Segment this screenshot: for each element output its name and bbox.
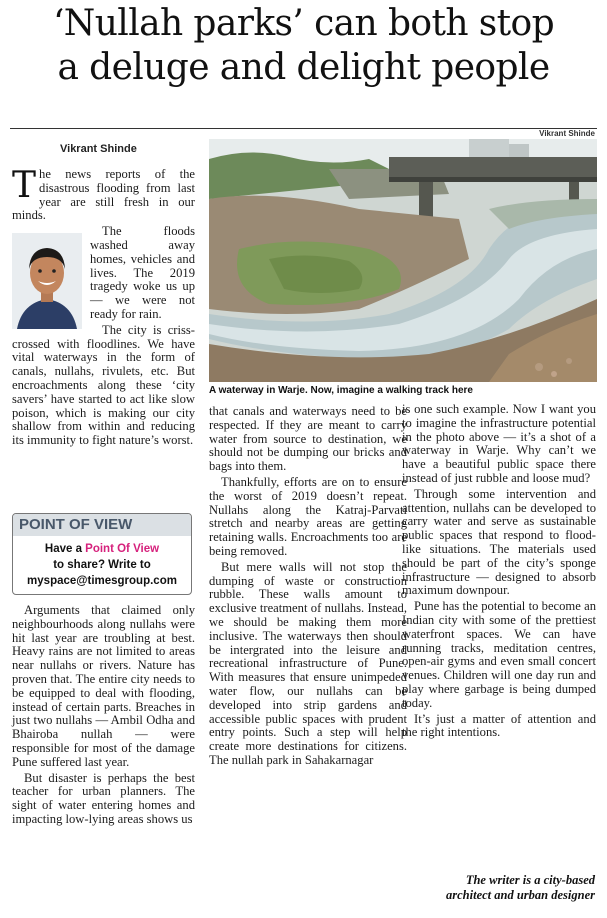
point-of-view-highlight: Point Of View	[85, 543, 160, 555]
article-column-1-top	[12, 165, 195, 450]
point-of-view-line-2: to share? Write to	[53, 559, 151, 571]
author-portrait	[12, 233, 82, 329]
article-paragraph: The city is criss-crossed with floodlines. We have vital waterways in the form of canals, nullahs, rivulets, etc. But encroachments along these ‘city savers’ have started to act like slow poison, which is making our city shallow from within and reducing its immunity to fight nature’s worst.	[12, 322, 195, 448]
article-paragraph: The floods washed away homes, vehicles and lives. The 2019 tragedy woke us up — we were not ready for rain.	[90, 224, 195, 321]
article-paragraph: It’s just a matter of attention and the right intentions.	[402, 711, 596, 740]
article-paragraph: Pune has the potential to become an Indian city with some of the prettiest waterfront spaces. We can have running tracks, meditation centres, open-air gyms and even small concert venues. Children will one day run and play where garbage is being dumped today.	[402, 599, 596, 710]
article-paragraph: that canals and waterways need to be respected. If they are meant to carry water from source to destination, we should not be dumping our bricks and bags into them.	[209, 404, 407, 474]
point-of-view-box	[12, 513, 192, 595]
article-paragraph: Arguments that claimed only neighbourhoods along nullahs were hit last year are troubling at best. Heavy rains are not limited to areas near nullahs or rivers. Nature has proven that. The entire city needs to be equipped to deal with flooding, instead of certain parts. Breaches in just two nullahs — Ambil Odha and Bhairoba nullah — were responsible for most of the damage Pune suffered last year.	[12, 603, 195, 769]
photo-caption: A waterway in Warje. Now, imagine a walking track here	[209, 385, 473, 396]
article-paragraph: is one such example. Now I want you to imagine the infrastructure potential in the photo above — it’s a shot of a waterway in Warje. Why can’t we have a beautiful public space there instead of just rubble and loose mud?	[402, 402, 596, 485]
article-paragraph	[12, 165, 195, 223]
article-paragraph: But mere walls will not stop the dumping of waste or construction rubble. These walls amount to exclusive treatment of nullahs. Instead, we should be making them more inclusive. The waterways then should be intergrated into the leisure and recreational infrastructure of Pune. With measures that ensure unimpeded water flow, our nullahs can be developed into strip gardens and accessible public spaces with prudent entry points. Such a step will help create more destinations for citizens. The nullah park in Sahakarnagar	[209, 559, 407, 767]
article-paragraph: Thankfully, efforts are on to ensure the worst of 2019 doesn’t repeat. Nullahs along the Katraj-Parvati stretch and nearby areas are getting retaining walls. Encroachments too are being removed.	[209, 474, 407, 558]
article-column-1-bottom	[12, 604, 195, 829]
byline: Vikrant Shinde	[60, 143, 137, 155]
waterway-photo	[209, 139, 597, 382]
photo-credit: Vikrant Shinde	[539, 129, 595, 138]
author-signoff	[446, 873, 595, 903]
point-of-view-email[interactable]: myspace@timesgroup.com	[27, 575, 177, 587]
article-column-3	[402, 403, 596, 742]
point-of-view-line-1	[13, 541, 191, 557]
article-column-2	[209, 405, 407, 770]
point-of-view-text: Have a	[44, 543, 86, 555]
signoff-line-1: The writer is a city-based	[465, 873, 595, 887]
article-paragraph: But disaster is perhaps the best teacher for urban planners. The sight of water entering homes and impacting low-lying areas shows us	[12, 770, 195, 826]
headline-rule	[10, 128, 597, 129]
point-of-view-title: POINT OF VIEW	[13, 514, 191, 536]
drop-cap: T	[12, 165, 37, 206]
waterway-photo-illustration	[209, 139, 597, 382]
article-paragraph-text: he news reports of the disastrous flooding from last year are still fresh in our minds.	[12, 167, 195, 223]
headline	[0, 2, 607, 90]
point-of-view-body	[13, 536, 191, 589]
author-portrait-illustration	[12, 233, 82, 329]
headline-line-1: ‘Nullah parks’ can both stop	[52, 3, 555, 44]
article-paragraph: Through some intervention and attention, nullahs can be developed to carry water and serve as sustainable public spaces that respond to flood-like situations. The materials used should be part of the city’s sponge infrastructure — designed to absorb maximum downpour.	[402, 486, 596, 598]
headline-line-2: a deluge and delight people	[57, 47, 550, 88]
signoff-line-2: architect and urban designer	[446, 888, 595, 902]
